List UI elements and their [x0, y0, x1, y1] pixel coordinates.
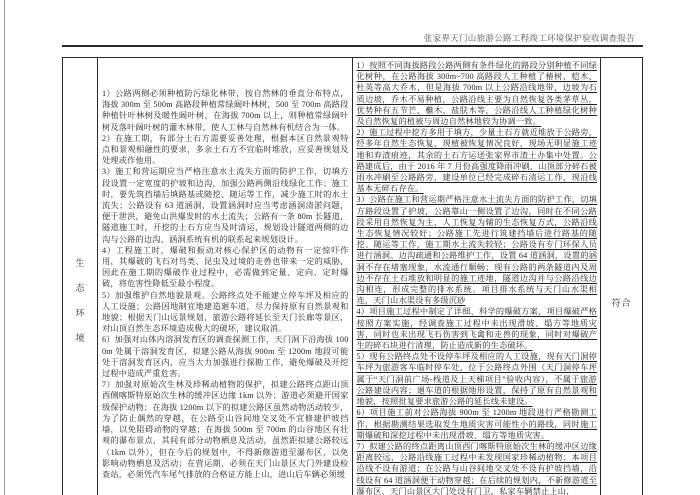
row-label-ecology — [63, 58, 98, 495]
requirement-paragraph-1: 1）公路两侧必须种植防污绿化林带，按自然林的垂直分布特点，海拔 300m 至 500m 高路段种植常绿阔叶林树，500 至 700m 高路段种植针叶林树及暖性阔叶树，在海拔 700m 以上，则种植常绿阔叶树及落叶阔叶树的灌木林带，使人工林与自然林有机结合为一体。 — [101, 89, 349, 132]
row-label-char: 生 — [75, 258, 85, 268]
finding-paragraph-4: 4）项目施工过程中制定了详细、科学的爆破方案，项目爆破严格按照方案实施，经调查施工过程中未出现滑坡、塌方等地质灾害，同时也未出现飞石伤害到飞禽和走兽的现象，同时对爆破产生的碎石块进行清理，防止造成新的生态破坏。 — [356, 307, 598, 351]
acceptance-table — [62, 57, 643, 495]
requirement-paragraph-4: 4）工程施工时，爆破和振动对核心保护区的动物有一定惊吓作用，其爆破的飞石对鸟类、昆虫及过境的走兽也带来一定的威胁，因此在施工期的爆破作业过程中，必需做到定量、定向、定时爆破，将危害性降低至最小程度。 — [101, 245, 349, 289]
findings-column — [353, 58, 602, 495]
compliance-verdict: 符合 — [611, 298, 632, 308]
finding-paragraph-7: 7）拟建公路的终点距离山顶西门喀斯特原始次生林的缓冲区边缘距离较远，公路沿线施工过程中未发现国家珍稀动植物；本项目沿线不设有游道；在公路与山谷间地交叉处不设有护坡挡墙，沿线设有 64 道涵洞便于动物穿越；在后续的规划内，不新修游道至瀑布区，天门山景区大门处设有门卫，私家车辆禁止上山， — [356, 441, 598, 495]
finding-paragraph-6: 6）项目施工前对公路海拔 900m 至 1200m 地段进行严格勘测工作，根据勘测结果选取发生地质灾害可能性小的路线，同时施工期爆破和深挖过程中未出现滑坡、塌方等地质灾害。 — [356, 408, 598, 440]
finding-paragraph-2: 2）施工过程中挖方多用于填方，少量土石方就近堆放于公路旁，经多年自然生态恢复，现植被恢复情况良好，现场无明显施工迹地和弃渣痕迹，其余的土石方运送张家界市渣土办集中处置。公路建成后，由于 2016 年 7 月份高强度降雨冲刷，山顶部分碎石被雨水冲刷至公路路旁，建设单位已经完成碎石清运工作，现沿线基本无碎石存在。 — [356, 128, 598, 194]
finding-paragraph-1: 1）按照不同海拔路段公路两侧有条件绿化的路段分别种植不同绿化树种，在公路海拔 300m~700 高路段人工种植了椿树、桤木、杜英等高大乔木，但是海拔 700m 以上公路沿线地带，边坡为石质边坡，乔木不易种植，公路沿线主要为自然恢复各类茅草丛，优势种有五节芒、檵木、盐肤木等，公路沿线人工种植绿化树种及自然恢复的植被与周边自然林地较为协调一致。 — [356, 61, 598, 127]
page-title: 张家界天门山旅游公路工程竣工环境保护验收调查报告 — [62, 31, 643, 47]
finding-paragraph-5: 5）现有公路终点处不设停车坪及相应的人工设施，现有天门洞停车坪为旅游客车临时停车处，位于公路终点外围（天门洞停车坪属于“天门洞前广场-栈道及上天梯项目”验收内容），不属于旅游公路建设内容；廻车道的根据地形设置，保持了原有自然景观和地貌，按照批复要求旅游公路的延长线未建设。 — [356, 352, 598, 407]
requirement-paragraph-2: 2）在施工期，有部分土石方需要妥善处理，根据本区自然景观特点和景观相融性的要求，多余土石方不宜临时堆放，应妥善规划及处理或作他用。 — [101, 133, 349, 166]
row-label-char: 境 — [75, 333, 85, 343]
requirements-column — [98, 58, 353, 495]
finding-paragraph-3: 3）公路在施工和营运期严格注意水土流失方面的防护工作，切填方路段设置了护坡，公路靠山一侧设置了边沟，同时在不同公路段采用自然恢复为主，人工恢复为辅的生态恢复方式，公路沿线生态恢复情况较好；公路施工先进行筑建挡墙后进行路基的随挖、随运等工作，施工期水土流失较轻；公路设有专门环保人员进行涵洞、边沟疏通和公路维护工作，设置 64 道涵洞，设置的涵洞不存在堵塞现象，水流通行顺畅；现有公路的两条隧道内及周边不存在土石堆放和明显的施工迹地，隧道边沟并与公路沿线边沟相连，形成完整的排水系统。项目排水系统与天门山水渠相连，天门山水渠设有多级沉砂 — [356, 195, 598, 306]
requirement-paragraph-5: 5）加强维护自然地貌景观。公路终点处不能建立停车坪及相应的人工设施；公路因地制宜地建造廻车道，尽力保持原有自然景观和地貌；根据天门山远景规划，旅游公路将延长至天门长廊等景区，对山顶自然生态环境造成极大的破坏，建议取消。 — [101, 290, 349, 334]
requirement-paragraph-6: 6）加强对山体内溶洞发育区的调查探测工作，天门洞下沿海拔 1000m 处属于溶洞发育区，拟建公路从海拔 900m 至 1200m 地段可能处于溶洞发育区内，应当大力加强进行探勘工作，避免爆破及开挖过程中造成严重危害。 — [101, 335, 349, 379]
result-column — [601, 58, 642, 495]
requirement-paragraph-7: 7）加强对原始次生林及珍稀动植物的保护，拟建公路终点距山顶西侧喀斯特原始次生林的缓冲区边缘 1km 以外；游道必须避开国家级保护动物；在海拔 1200m 以下的拟建公路区虽然动物活动较少，为了防止偶然的穿越，在公路至山谷间地交叉处不宜修建护坡挡墙，以免阻碍动物的穿越；在海拔 500m 至 700m 的山谷地区有壮观的瀑布景点，其间有部分动物栖息及活动，虽然距拟建公路较远（1km 以外），但在今后的规划中，不得新修游道至瀑布区，以免影响动物栖息及活动；在营运期，必须在天门山景区大门外建设检查站，必须凭汽车尾气排放的合格证方能上山，进山后车辆必须缓 — [101, 380, 349, 479]
requirement-paragraph-3: 3）施工和营运期应当严格注意水土流失方面的防护工作，切填方段设置一定宽度的护坡和边沟，加强公路两侧沿线绿化工作；施工时，要先筑挡墙后填路基或随挖、随运等工作，减少施工时的水土流失；公路设有 63 道涵洞，设置涵洞时应当考虑涵洞清淤问题，便于泄洪，避免山洪爆发时的水土流失；公路有一条 80m 长隧道，隧道施工时，开挖的土石方应当及时清运，规划设计隧道两侧的边沟与公路的边沟、涵洞系统有机的联系起来规划设计。 — [101, 167, 349, 244]
row-label-char: 环 — [75, 308, 85, 318]
row-label-char: 态 — [75, 283, 85, 293]
page-edge-line — [4, 0, 5, 495]
